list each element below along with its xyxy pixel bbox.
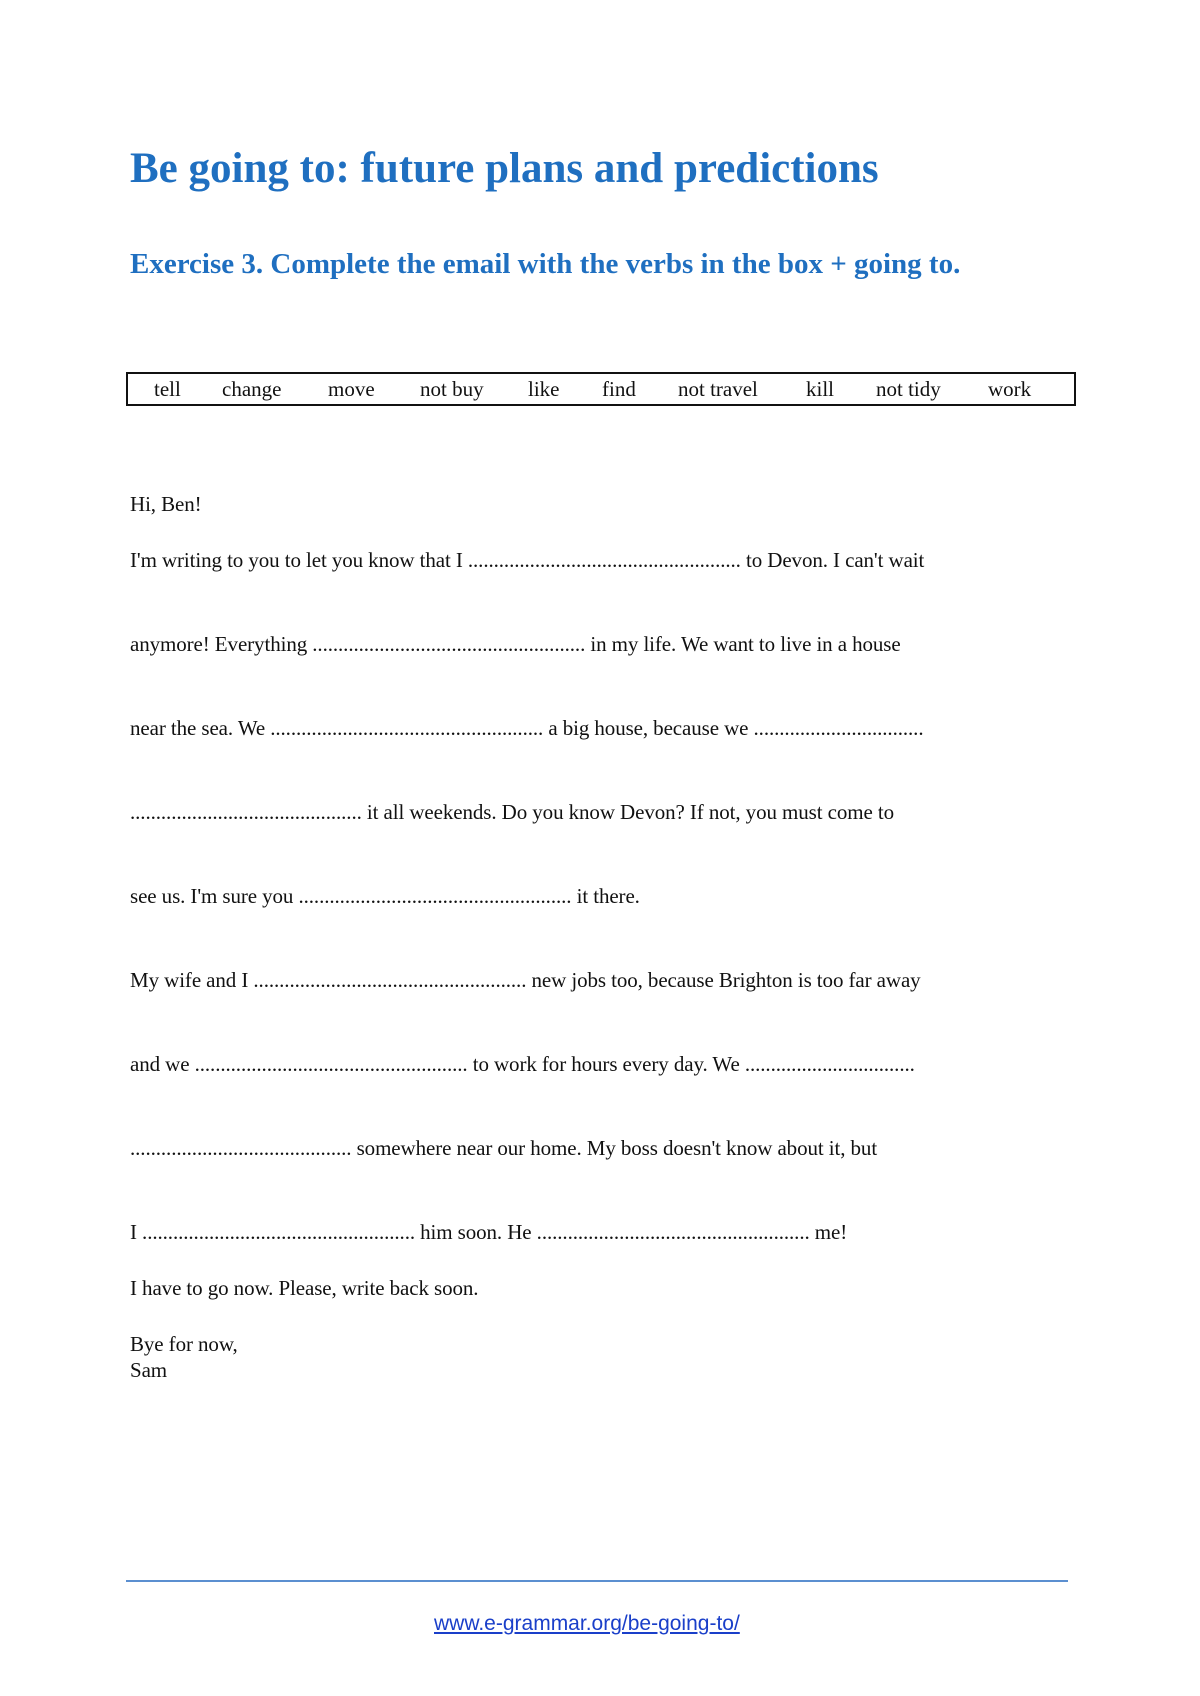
email-line: I have to go now. Please, write back soon. xyxy=(130,1276,479,1300)
email-signoff: Bye for now, xyxy=(130,1332,238,1356)
verb-item: change xyxy=(222,377,282,401)
verb-item: work xyxy=(988,377,1032,401)
email-line: My wife and I ..................................................... new jobs too, because Brighton is too far away xyxy=(130,968,921,992)
email-line: I'm writing to you to let you know that I ..................................................... to Devon. I can't wait xyxy=(130,548,925,572)
exercise-instruction: Exercise 3. Complete the email with the verbs in the box + going to. xyxy=(130,248,961,280)
email-line: I ..................................................... him soon. He ..................................................... me! xyxy=(130,1220,848,1244)
footer-divider xyxy=(126,1580,1068,1582)
verb-item: find xyxy=(602,377,636,401)
email-line: anymore! Everything ..................................................... in my life. We want to live in a house xyxy=(130,632,901,656)
email-line: and we ..................................................... to work for hours every day. We ................................. xyxy=(130,1052,915,1076)
verb-item: move xyxy=(328,377,375,401)
email-line: near the sea. We ..................................................... a big house, because we ................................. xyxy=(130,716,924,740)
verb-item: tell xyxy=(154,377,181,401)
email-line: ........................................... somewhere near our home. My boss doesn't know about it, but xyxy=(130,1136,878,1160)
email-greeting: Hi, Ben! xyxy=(130,492,202,516)
verb-item: not tidy xyxy=(876,377,941,401)
verb-item: not travel xyxy=(678,377,758,401)
verb-item: not buy xyxy=(420,377,484,401)
footer-link[interactable]: www.e-grammar.org/be-going-to/ xyxy=(434,1612,740,1635)
verb-box xyxy=(126,372,1076,406)
email-line: ............................................. it all weekends. Do you know Devon? If not, you must come to xyxy=(130,800,894,824)
verb-item: like xyxy=(528,377,560,401)
email-signature: Sam xyxy=(130,1358,168,1382)
verb-item: kill xyxy=(806,377,835,401)
email-line: see us. I'm sure you ..................................................... it there. xyxy=(130,884,640,908)
page-title: Be going to: future plans and predictions xyxy=(130,145,879,192)
